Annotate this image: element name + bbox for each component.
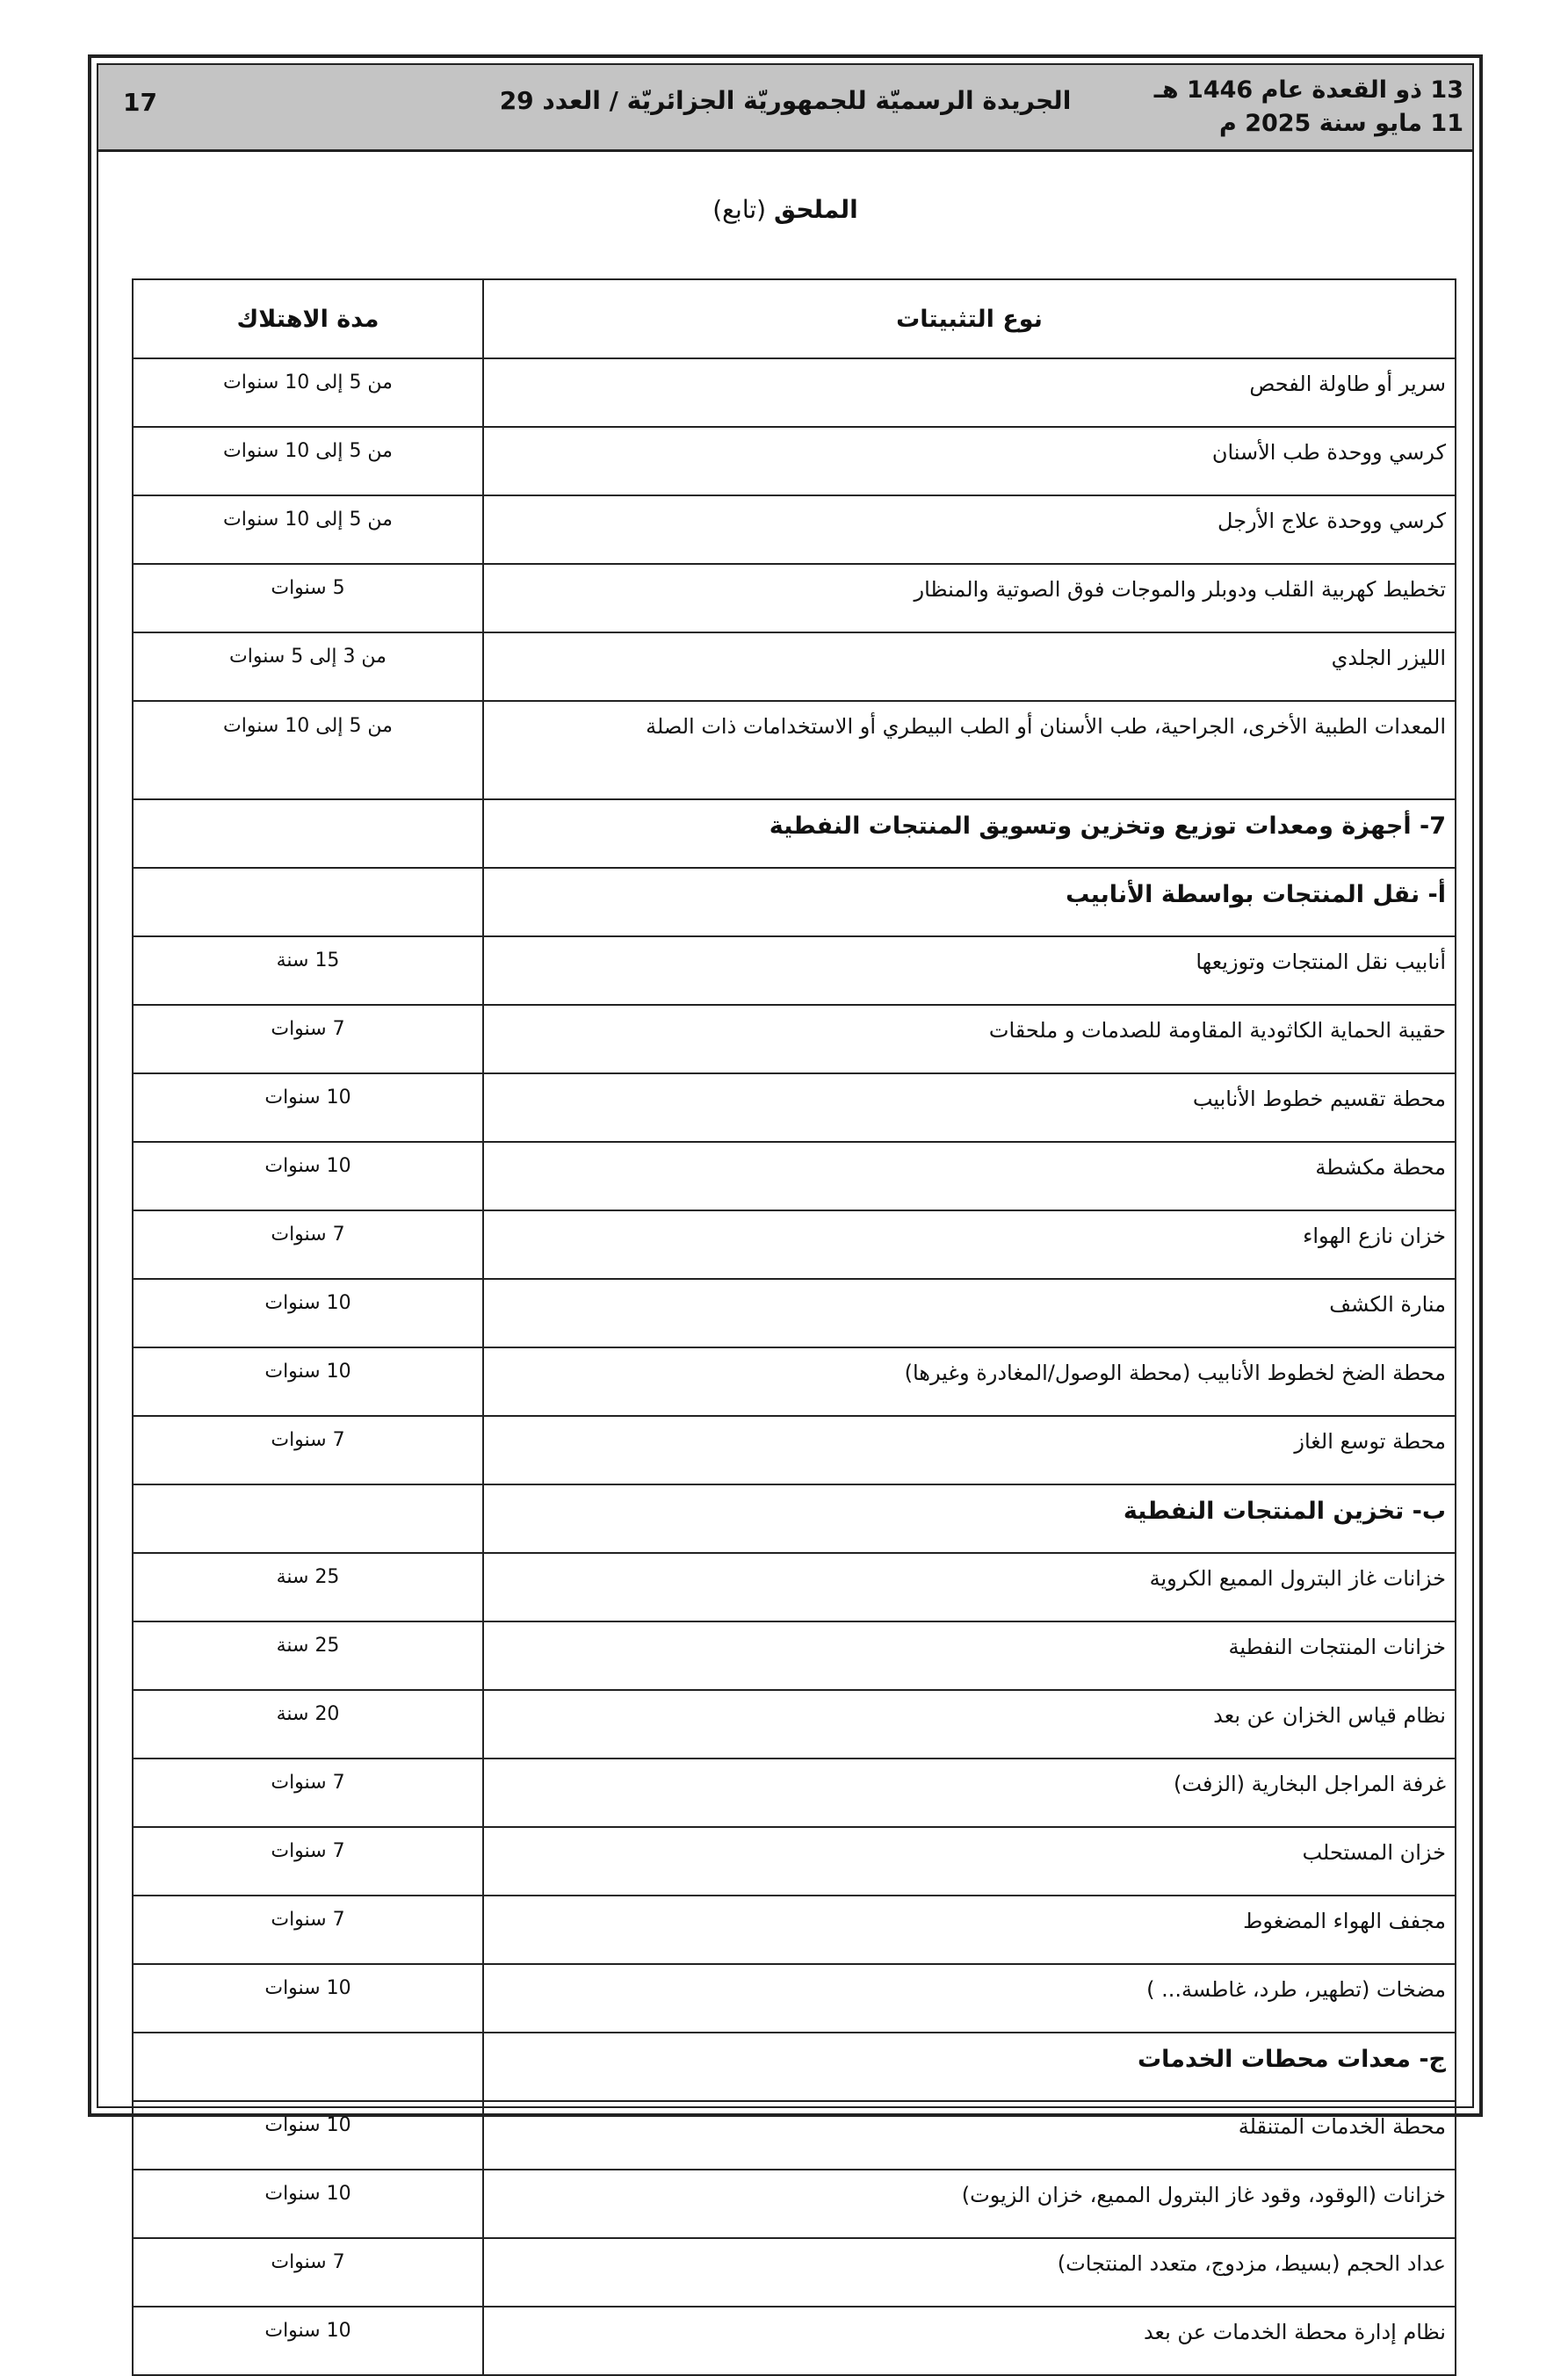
page-number: 17 <box>123 88 157 117</box>
cell-duration: 7 سنوات <box>133 1896 483 1964</box>
table-row <box>133 495 1456 564</box>
table-row <box>133 1005 1456 1073</box>
table-row <box>133 2170 1456 2238</box>
table-row <box>133 936 1456 1005</box>
cell-duration: من 5 إلى 10 سنوات <box>133 358 483 427</box>
cell-duration <box>133 799 483 868</box>
cell-duration: من 5 إلى 10 سنوات <box>133 701 483 799</box>
cell-type: خزانات المنتجات النفطية <box>483 1621 1456 1690</box>
cell-type: منارة الكشف <box>483 1279 1456 1347</box>
cell-duration: 7 سنوات <box>133 1210 483 1279</box>
page-frame-inner <box>97 63 1474 2344</box>
cell-type: محطة مكشطة <box>483 1142 1456 1210</box>
cell-type: محطة الضخ لخطوط الأنابيب (محطة الوصول/المغادرة وغيرها) <box>483 1347 1456 1416</box>
cell-duration: 10 سنوات <box>133 1347 483 1416</box>
section-row <box>133 799 1456 868</box>
table-row <box>133 1073 1456 1142</box>
cell-duration <box>133 1484 483 1553</box>
cell-type: مضخات (تطهير، طرد، غاطسة... ) <box>483 1964 1456 2033</box>
section-row <box>133 868 1456 936</box>
annex-label: الملحق <box>774 195 858 224</box>
page-frame <box>88 54 1483 2344</box>
table-row <box>133 2238 1456 2307</box>
cell-type: أنابيب نقل المنتجات وتوزيعها <box>483 936 1456 1005</box>
header-type: نوع التثبيتات <box>483 279 1456 358</box>
cell-type: سرير أو طاولة الفحص <box>483 358 1456 427</box>
table-row <box>133 1827 1456 1896</box>
cell-type: كرسي ووحدة علاج الأرجل <box>483 495 1456 564</box>
cell-duration: 7 سنوات <box>133 1005 483 1073</box>
table-row <box>133 2101 1456 2170</box>
cell-duration: 5 سنوات <box>133 564 483 632</box>
cell-type: حقيبة الحماية الكاثودية المقاومة للصدمات و ملحقات <box>483 1005 1456 1073</box>
header-duration: مدة الاهتلاك <box>133 279 483 358</box>
cell-type: خزان المستحلب <box>483 1827 1456 1896</box>
cell-duration: 10 سنوات <box>133 2307 483 2375</box>
cell-type: الليزر الجلدي <box>483 632 1456 701</box>
cell-type: 7- أجهزة ومعدات توزيع وتخزين وتسويق المنتجات النفطية <box>483 799 1456 868</box>
cell-duration: من 5 إلى 10 سنوات <box>133 427 483 495</box>
cell-duration: 15 سنة <box>133 936 483 1005</box>
cell-duration: 25 سنة <box>133 1621 483 1690</box>
cell-type: نظام قياس الخزان عن بعد <box>483 1690 1456 1759</box>
cell-type: عداد الحجم (بسيط، مزدوج، متعدد المنتجات) <box>483 2238 1456 2307</box>
cell-duration <box>133 868 483 936</box>
table-row <box>133 1279 1456 1347</box>
cell-type: خزانات (الوقود، وقود غاز البترول المميع، خزان الزيوت) <box>483 2170 1456 2238</box>
cell-type: غرفة المراجل البخارية (الزفت) <box>483 1759 1456 1827</box>
table-row <box>133 427 1456 495</box>
table-row <box>133 701 1456 799</box>
table-row <box>133 1896 1456 1964</box>
cell-duration: 10 سنوات <box>133 1142 483 1210</box>
cell-type: خزانات غاز البترول المميع الكروية <box>483 1553 1456 1621</box>
cell-duration: 10 سنوات <box>133 2101 483 2170</box>
cell-duration: 10 سنوات <box>133 1279 483 1347</box>
cell-duration: 10 سنوات <box>133 1073 483 1142</box>
table-row <box>133 1416 1456 1484</box>
cell-type: كرسي ووحدة طب الأسنان <box>483 427 1456 495</box>
page-header <box>98 65 1472 152</box>
cell-duration: 7 سنوات <box>133 1759 483 1827</box>
cell-duration: 7 سنوات <box>133 1416 483 1484</box>
table-header-row <box>133 279 1456 358</box>
date-gregorian: 11 مايو سنة 2025 م <box>1218 110 1463 137</box>
table-row <box>133 1210 1456 1279</box>
table-row <box>133 564 1456 632</box>
table-row <box>133 1553 1456 1621</box>
cell-duration: 25 سنة <box>133 1553 483 1621</box>
cell-duration: من 3 إلى 5 سنوات <box>133 632 483 701</box>
cell-duration <box>133 2033 483 2101</box>
cell-duration: 7 سنوات <box>133 2238 483 2307</box>
cell-type: مجفف الهواء المضغوط <box>483 1896 1456 1964</box>
table-row <box>133 2307 1456 2375</box>
cell-duration: 10 سنوات <box>133 1964 483 2033</box>
table-row <box>133 1621 1456 1690</box>
journal-title: الجريدة الرسميّة للجمهوريّة الجزائريّة / العدد 29 <box>499 86 1072 115</box>
cell-duration: من 5 إلى 10 سنوات <box>133 495 483 564</box>
cell-type: ج- معدات محطات الخدمات <box>483 2033 1456 2101</box>
annex-title <box>98 195 1472 224</box>
cell-type: محطة توسع الغاز <box>483 1416 1456 1484</box>
table-row <box>133 1759 1456 1827</box>
table-row <box>133 1347 1456 1416</box>
cell-type: محطة الخدمات المتنقلة <box>483 2101 1456 2170</box>
cell-type: ب- تخزين المنتجات النفطية <box>483 1484 1456 1553</box>
table-row <box>133 1690 1456 1759</box>
cell-type: خزان نازع الهواء <box>483 1210 1456 1279</box>
table-row <box>133 1964 1456 2033</box>
cell-type: تخطيط كهربية القلب ودوبلر والموجات فوق الصوتية والمنظار <box>483 564 1456 632</box>
table-row <box>133 358 1456 427</box>
annex-suffix: (تابع) <box>712 195 767 224</box>
cell-duration: 10 سنوات <box>133 2170 483 2238</box>
date-hijri: 13 ذو القعدة عام 1446 هـ <box>1153 76 1463 104</box>
table-row <box>133 1142 1456 1210</box>
cell-type: محطة تقسيم خطوط الأنابيب <box>483 1073 1456 1142</box>
cell-type: أ- نقل المنتجات بواسطة الأنابيب <box>483 868 1456 936</box>
table-row <box>133 632 1456 701</box>
section-row <box>133 2033 1456 2101</box>
section-row <box>133 1484 1456 1553</box>
cell-duration: 20 سنة <box>133 1690 483 1759</box>
cell-type: المعدات الطبية الأخرى، الجراحية، طب الأسنان أو الطب البيطري أو الاستخدامات ذات الصلة <box>483 701 1456 799</box>
depreciation-table <box>132 278 1456 2376</box>
cell-type: نظام إدارة محطة الخدمات عن بعد <box>483 2307 1456 2375</box>
cell-duration: 7 سنوات <box>133 1827 483 1896</box>
